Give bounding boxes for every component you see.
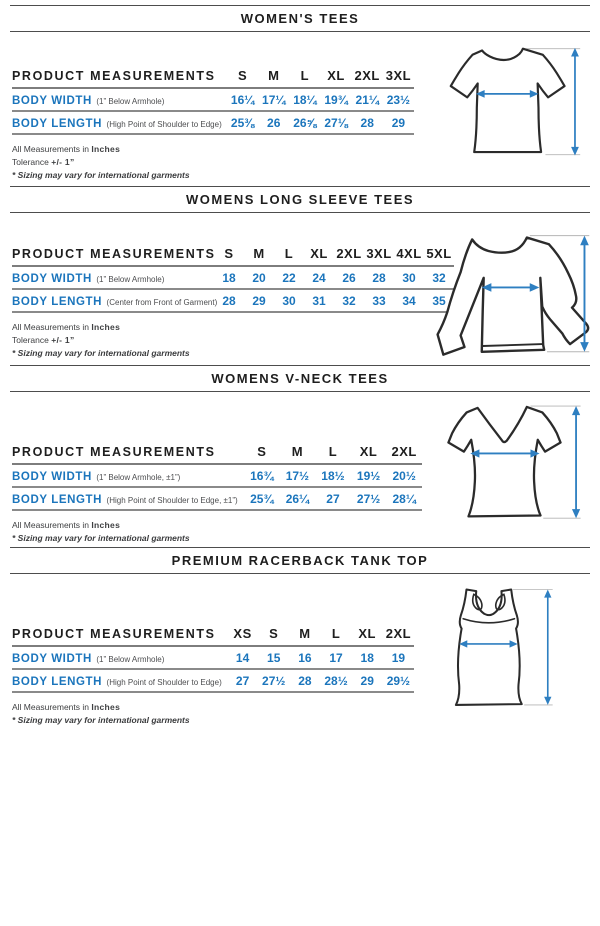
measurement-label: BODY WIDTH [12,470,92,483]
measurement-row [12,111,414,134]
measurement-label-cell [12,669,227,692]
measurement-value: 29 [352,669,383,692]
measurement-label-cell [12,646,227,669]
racerback-tank-icon [438,583,560,709]
measurement-value: 17 [320,646,351,669]
measurement-label-cell [12,289,218,312]
section-title: PREMIUM RACERBACK TANK TOP [171,553,429,568]
measurement-value: 19½ [351,464,387,487]
measurement-label-cell [12,266,214,289]
section-content [0,32,600,186]
measurement-value: 27½ [258,669,289,692]
size-column-header: 3XL [383,68,414,88]
product-measurements-header: PRODUCT MEASUREMENTS [12,68,227,88]
measurement-value: 35 [424,289,454,312]
measurement-value: 16 [289,646,320,669]
measurement-value: 32 [424,266,454,289]
measurements-table [12,626,414,693]
measurements-table [12,246,454,313]
measurement-row [12,487,422,510]
measurement-value: 19¾ [320,88,351,111]
measurement-value: 28 [364,266,394,289]
measurement-value: 26¼ [280,487,316,510]
garment-outline [448,407,560,516]
tank-top-illustration [438,583,560,714]
measurement-note: (1” Below Armhole) [96,274,165,284]
measurement-label-cell [12,487,244,510]
size-column-header: S [227,68,258,88]
measurement-value: 31 [304,289,334,312]
garment-outline [451,49,565,152]
measurement-note: (High Point of Shoulder to Edge) [106,677,222,687]
footnote: All Measurements in Inches [12,520,121,530]
size-column-header: L [320,626,351,646]
v-neck-illustration [432,395,587,537]
long-sleeve-tee-icon [428,224,596,373]
size-column-header: XL [351,444,387,464]
length-arrowhead-bottom [572,509,580,518]
measurement-value: 26 [258,111,289,134]
measurement-value: 18 [352,646,383,669]
footnote: All Measurements in Inches [12,702,121,712]
size-column-header: S [258,626,289,646]
measurement-value: 18 [214,266,244,289]
size-column-header: 2XL [352,68,383,88]
size-column-header: M [280,444,316,464]
measurement-value: 30 [394,266,424,289]
size-column-header: 5XL [424,246,454,266]
measurement-value: 27⅛ [320,111,351,134]
measurement-label: BODY LENGTH [12,295,103,308]
measurement-value: 29 [244,289,274,312]
long-sleeve-illustration [428,224,596,378]
measurement-label: BODY LENGTH [12,117,103,130]
measurement-value: 14 [227,646,258,669]
measurement-value: 22 [274,266,304,289]
garment-outline [456,590,522,705]
measurement-value: 20 [244,266,274,289]
size-column-header: 4XL [394,246,424,266]
size-column-header: 2XL [334,246,364,266]
section-title: WOMENS LONG SLEEVE TEES [185,192,415,207]
measurements-table [12,68,414,135]
product-measurements-header: PRODUCT MEASUREMENTS [12,626,227,646]
length-arrowhead-bottom [544,697,551,705]
measurement-row [12,88,414,111]
length-arrowhead-top [544,590,551,598]
size-column-header: L [315,444,351,464]
section-content [0,574,600,726]
table-header-row [12,246,454,266]
measurement-label: BODY WIDTH [12,652,92,665]
measurement-value: 25¾ [244,487,280,510]
measurement-value: 24 [304,266,334,289]
size-column-header: XL [304,246,334,266]
garment-outline [438,238,589,355]
measurement-value: 30 [274,289,304,312]
measurement-value: 17½ [280,464,316,487]
measurement-value: 26⅝ [289,111,320,134]
measurement-note: (1” Below Armhole) [96,654,165,664]
table-header-row [12,626,414,646]
measurement-label-cell [12,88,227,111]
measurement-label: BODY WIDTH [12,272,92,285]
measurement-value: 32 [334,289,364,312]
measurement-value: 33 [364,289,394,312]
measurement-value: 28 [352,111,383,134]
size-column-header: M [258,68,289,88]
section-content [0,213,600,365]
size-column-header: XL [320,68,351,88]
measurement-label: BODY WIDTH [12,94,92,107]
size-column-header: L [274,246,304,266]
section-womens-v-neck-tees [0,365,600,547]
size-column-header: M [244,246,274,266]
measurement-value: 19 [383,646,414,669]
size-column-header: L [289,68,320,88]
measurement-value: 29 [383,111,414,134]
section-header [10,186,590,213]
measurement-row [12,289,454,312]
footnote: * Sizing may vary for international garments [12,715,190,726]
measurement-row [12,464,422,487]
length-arrowhead-top [572,406,580,415]
measurement-value: 26 [334,266,364,289]
measurement-value: 27½ [351,487,387,510]
size-column-header: 2XL [386,444,422,464]
tee-illustration [436,40,588,171]
section-premium-racerback-tank-top [0,547,600,726]
section-header [10,547,590,574]
measurement-value: 34 [394,289,424,312]
measurement-value: 23½ [383,88,414,111]
size-column-header: XL [352,626,383,646]
measurement-note: (1” Below Armhole) [96,96,165,106]
section-title: WOMEN'S TEES [240,11,360,26]
measurement-row [12,266,454,289]
measurement-value: 16¼ [227,88,258,111]
section-womens-tees [0,5,600,186]
measurement-value: 29½ [383,669,414,692]
measurement-value: 15 [258,646,289,669]
measurement-row [12,669,414,692]
short-sleeve-tee-icon [436,40,588,166]
v-neck-tee-icon [432,395,587,532]
product-measurements-header: PRODUCT MEASUREMENTS [12,246,214,266]
footnote: Tolerance +/- 1” [12,335,75,346]
measurement-value: 16¾ [244,464,280,487]
measurement-value: 25⅜ [227,111,258,134]
measurement-label: BODY LENGTH [12,493,103,506]
footnote: All Measurements in Inches [12,322,121,332]
measurement-value: 21¼ [352,88,383,111]
measurement-value: 27 [227,669,258,692]
size-column-header: S [244,444,280,464]
measurement-value: 28 [214,289,244,312]
measurement-value: 27 [315,487,351,510]
length-arrowhead-bottom [580,342,589,352]
measurement-row [12,646,414,669]
measurement-label-cell [12,111,227,134]
measurement-value: 20½ [386,464,422,487]
footnote: * Sizing may vary for international garments [12,170,190,181]
measurement-label: BODY LENGTH [12,675,103,688]
measurement-value: 18¼ [289,88,320,111]
product-measurements-header: PRODUCT MEASUREMENTS [12,444,244,464]
size-column-header: S [214,246,244,266]
measurements-table [12,444,422,511]
table-header-row [12,68,414,88]
table-header-row [12,444,422,464]
section-content [0,392,600,547]
size-column-header: 2XL [383,626,414,646]
size-column-header: M [289,626,320,646]
footnote: * Sizing may vary for international garments [12,348,190,359]
footnote: Tolerance +/- 1” [12,157,75,168]
length-arrowhead-top [580,236,589,246]
measurement-note: (High Point of Shoulder to Edge) [106,119,222,129]
size-column-header: XS [227,626,258,646]
section-header [10,5,590,32]
measurement-value: 28½ [320,669,351,692]
measurement-note: (1” Below Armhole, ±1”) [96,472,181,482]
measurement-note: (Center from Front of Garment) [106,297,218,307]
size-column-header: 3XL [364,246,394,266]
measurement-note: (High Point of Shoulder to Edge, ±1”) [106,495,238,505]
footnote: All Measurements in Inches [12,144,121,154]
measurement-value: 28 [289,669,320,692]
measurement-value: 18½ [315,464,351,487]
footnote: * Sizing may vary for international garments [12,533,190,544]
measurement-label-cell [12,464,244,487]
section-title: WOMENS V-NECK TEES [211,371,389,386]
measurement-value: 28¼ [386,487,422,510]
measurement-value: 17¼ [258,88,289,111]
section-womens-long-sleeve-tees [0,186,600,365]
